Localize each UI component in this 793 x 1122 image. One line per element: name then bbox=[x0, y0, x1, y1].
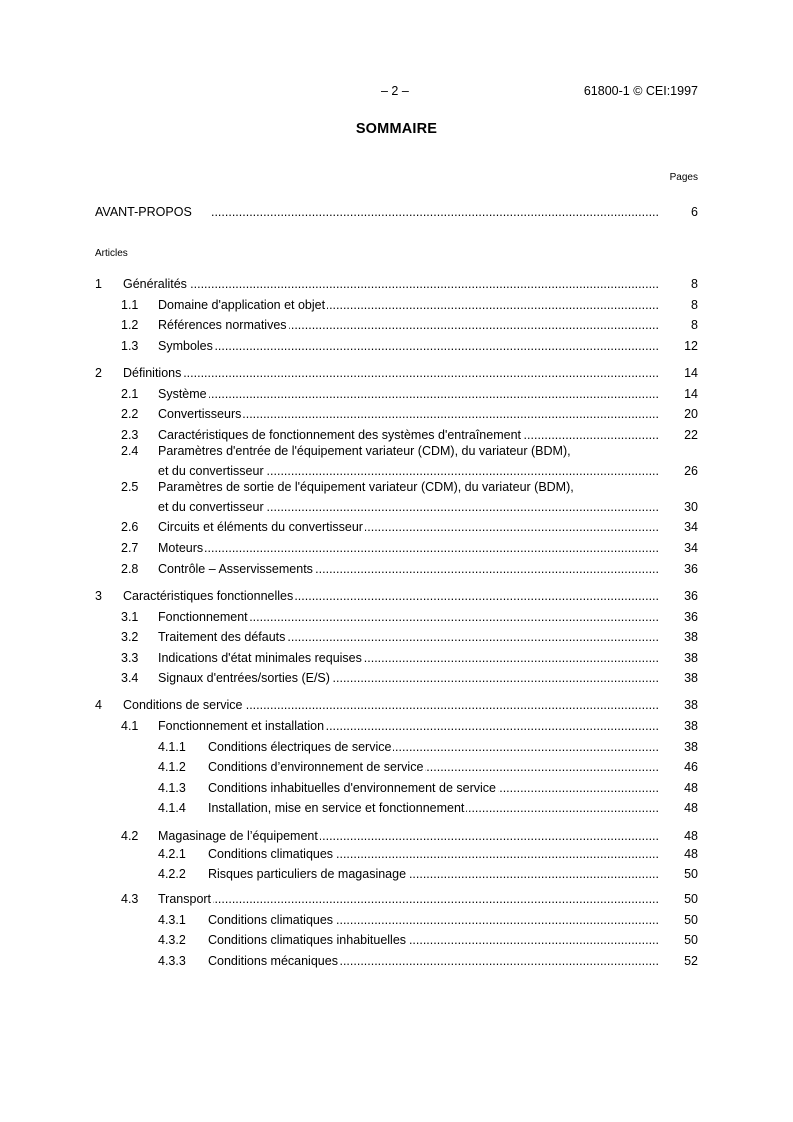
toc-entry-page: 38 bbox=[684, 740, 698, 754]
toc-entry-text: Conditions de service bbox=[123, 698, 243, 712]
toc-entry-text: Références normatives bbox=[158, 318, 287, 332]
toc-entry-page: 38 bbox=[684, 698, 698, 712]
toc-entry-text: et du convertisseur bbox=[158, 500, 264, 514]
dot-leader bbox=[315, 559, 659, 579]
dot-leader bbox=[213, 889, 659, 909]
toc-entry-text: Définitions bbox=[123, 366, 182, 380]
toc-entry-text: Conditions climatiques bbox=[208, 847, 334, 861]
dot-leader bbox=[335, 910, 659, 930]
toc-entry-page: 50 bbox=[684, 892, 698, 906]
toc-entry-number: 2.7 bbox=[121, 541, 139, 555]
toc-entry[interactable] bbox=[0, 798, 793, 818]
dot-leader bbox=[498, 778, 659, 798]
toc-entry-number: 1.1 bbox=[121, 298, 139, 312]
dot-leader bbox=[408, 930, 659, 950]
toc-entry-page: 36 bbox=[684, 589, 698, 603]
toc-entry[interactable] bbox=[0, 607, 793, 627]
toc-entry-page: 20 bbox=[684, 407, 698, 421]
toc-entry-avant-propos[interactable] bbox=[0, 202, 793, 222]
toc-entry-page: 48 bbox=[684, 781, 698, 795]
dot-leader bbox=[408, 864, 659, 884]
toc-entry[interactable] bbox=[0, 930, 793, 950]
toc-entry[interactable] bbox=[0, 315, 793, 335]
toc-entry-number: 4.3.2 bbox=[158, 933, 186, 947]
toc-entry-number: 4.2 bbox=[121, 829, 139, 843]
toc-entry[interactable] bbox=[0, 757, 793, 777]
toc-entry-number: 4 bbox=[95, 698, 102, 712]
toc-entry-text: Caractéristiques de fonctionnement des systèmes d'entraînement bbox=[158, 428, 521, 442]
toc-entry[interactable] bbox=[0, 336, 793, 356]
dot-leader bbox=[320, 826, 659, 846]
toc-entry-number: 4.1.3 bbox=[158, 781, 186, 795]
toc-entry-text: Moteurs bbox=[158, 541, 204, 555]
toc-entry[interactable] bbox=[0, 910, 793, 930]
dot-leader bbox=[243, 404, 659, 424]
toc-entry-page: 52 bbox=[684, 954, 698, 968]
toc-entry-number: 1 bbox=[95, 277, 102, 291]
toc-entry-page: 50 bbox=[684, 933, 698, 947]
toc-entry-number: 4.2.1 bbox=[158, 847, 186, 861]
dot-leader bbox=[466, 798, 659, 818]
toc-entry[interactable] bbox=[0, 274, 793, 294]
toc-entry-text: Caractéristiques fonctionnelles bbox=[123, 589, 294, 603]
dot-leader bbox=[266, 497, 659, 517]
toc-entry-page: 38 bbox=[684, 630, 698, 644]
toc-entry-text: Installation, mise en service et fonctionnement bbox=[208, 801, 465, 815]
toc-entry[interactable] bbox=[0, 716, 793, 736]
toc-entry-text-line1: Paramètres de sortie de l'équipement variateur (CDM), du variateur (BDM), bbox=[158, 480, 574, 494]
toc-entry-number: 4.3.1 bbox=[158, 913, 186, 927]
toc-entry-page: 14 bbox=[684, 387, 698, 401]
dot-leader bbox=[327, 295, 659, 315]
dot-leader bbox=[245, 695, 659, 715]
toc-entry-text: Contrôle – Asservissements bbox=[158, 562, 313, 576]
toc-entry-page: 48 bbox=[684, 847, 698, 861]
toc-entry-number: 2.4 bbox=[121, 444, 139, 458]
dot-leader bbox=[340, 951, 659, 971]
page-number: – 2 – bbox=[381, 84, 409, 98]
toc-entry-page: 38 bbox=[684, 651, 698, 665]
toc-entry-text: Système bbox=[158, 387, 207, 401]
dot-leader bbox=[183, 363, 659, 383]
dot-leader bbox=[209, 384, 659, 404]
toc-entry-number: 4.2.2 bbox=[158, 867, 186, 881]
toc-entry[interactable] bbox=[0, 384, 793, 404]
toc-entry-number: 4.1.2 bbox=[158, 760, 186, 774]
toc-entry-text: Convertisseurs bbox=[158, 407, 242, 421]
toc-entry[interactable] bbox=[0, 778, 793, 798]
toc-entry-text: Conditions mécaniques bbox=[208, 954, 338, 968]
toc-entry-text: Conditions climatiques bbox=[208, 913, 334, 927]
dot-leader bbox=[189, 274, 659, 294]
toc-entry-page: 50 bbox=[684, 913, 698, 927]
toc-entry[interactable] bbox=[0, 586, 793, 606]
toc-entry-page: 46 bbox=[684, 760, 698, 774]
toc-entry[interactable] bbox=[0, 517, 793, 537]
toc-entry-page: 8 bbox=[691, 298, 698, 312]
toc-entry-page: 36 bbox=[684, 562, 698, 576]
toc-entry-text: et du convertisseur bbox=[158, 464, 264, 478]
toc-entry[interactable] bbox=[0, 404, 793, 424]
toc-entry-number: 4.1.1 bbox=[158, 740, 186, 754]
dot-leader bbox=[212, 202, 659, 222]
toc-entry[interactable] bbox=[0, 844, 793, 864]
dot-leader bbox=[425, 757, 659, 777]
toc-entry-text: Signaux d'entrées/sorties (E/S) bbox=[158, 671, 330, 685]
toc-entry-page: 30 bbox=[684, 500, 698, 514]
toc-entry-page: 34 bbox=[684, 520, 698, 534]
toc-entry-page: 26 bbox=[684, 464, 698, 478]
toc-entry-number: 1.3 bbox=[121, 339, 139, 353]
toc-entry[interactable] bbox=[0, 668, 793, 688]
toc-entry-text: Circuits et éléments du convertisseur bbox=[158, 520, 363, 534]
toc-entry-text: AVANT-PROPOS bbox=[95, 205, 192, 219]
toc-entry-number: 3 bbox=[95, 589, 102, 603]
dot-leader bbox=[215, 336, 659, 356]
toc-entry-page: 34 bbox=[684, 541, 698, 555]
toc-entry[interactable] bbox=[0, 695, 793, 715]
toc-entry-text: Magasinage de l’équipement bbox=[158, 829, 318, 843]
toc-entry[interactable] bbox=[0, 737, 793, 757]
toc-entry-text: Conditions inhabituelles d'environnement de service bbox=[208, 781, 496, 795]
toc-entry-text: Symboles bbox=[158, 339, 213, 353]
dot-leader bbox=[393, 737, 659, 757]
dot-leader bbox=[295, 586, 659, 606]
toc-entry-page: 48 bbox=[684, 801, 698, 815]
dot-leader bbox=[250, 607, 659, 627]
articles-label: Articles bbox=[95, 248, 128, 259]
toc-entry-line1-row bbox=[0, 441, 793, 461]
toc-entry[interactable] bbox=[0, 497, 793, 517]
toc-entry-number: 2.1 bbox=[121, 387, 139, 401]
toc-entry-number: 4.3 bbox=[121, 892, 139, 906]
toc-entry-page: 38 bbox=[684, 719, 698, 733]
toc-entry[interactable] bbox=[0, 363, 793, 383]
toc-entry-number: 4.3.3 bbox=[158, 954, 186, 968]
toc-entry-text: Indications d'état minimales requises bbox=[158, 651, 362, 665]
toc-entry-number: 2.2 bbox=[121, 407, 139, 421]
toc-entry-page: 8 bbox=[691, 318, 698, 332]
toc-entry-number: 2 bbox=[95, 366, 102, 380]
dot-leader bbox=[332, 668, 659, 688]
toc-entry[interactable] bbox=[0, 295, 793, 315]
toc-entry[interactable] bbox=[0, 889, 793, 909]
toc-entry-number: 3.4 bbox=[121, 671, 139, 685]
toc-entry-text: Conditions d’environnement de service bbox=[208, 760, 424, 774]
toc-entry-text: Fonctionnement et installation bbox=[158, 719, 325, 733]
toc-entry-number: 3.2 bbox=[121, 630, 139, 644]
toc-entry-text: Risques particuliers de magasinage bbox=[208, 867, 407, 881]
toc-entry-page: 8 bbox=[691, 277, 698, 291]
toc-entry-number: 4.1 bbox=[121, 719, 139, 733]
toc-entry-text: Généralités bbox=[123, 277, 187, 291]
toc-entry[interactable] bbox=[0, 864, 793, 884]
dot-leader bbox=[364, 648, 659, 668]
toc-entry[interactable] bbox=[0, 826, 793, 846]
dot-leader bbox=[335, 844, 659, 864]
toc-entry-text: Conditions climatiques inhabituelles bbox=[208, 933, 407, 947]
toc-entry-page: 6 bbox=[691, 205, 698, 219]
toc-entry-number: 2.5 bbox=[121, 480, 139, 494]
toc-entry-number: 4.1.4 bbox=[158, 801, 186, 815]
toc-entry-number: 2.6 bbox=[121, 520, 139, 534]
toc-entry-page: 38 bbox=[684, 671, 698, 685]
dot-leader bbox=[289, 315, 659, 335]
dot-leader bbox=[365, 517, 659, 537]
document-reference: 61800-1 © CEI:1997 bbox=[583, 84, 698, 98]
dot-leader bbox=[287, 627, 659, 647]
toc-entry-page: 50 bbox=[684, 867, 698, 881]
toc-entry-text: Traitement des défauts bbox=[158, 630, 286, 644]
toc-entry-number: 3.1 bbox=[121, 610, 139, 624]
toc-entry-text-line1: Paramètres d'entrée de l'équipement variateur (CDM), du variateur (BDM), bbox=[158, 444, 571, 458]
toc-entry-number: 2.8 bbox=[121, 562, 139, 576]
toc-entry-page: 14 bbox=[684, 366, 698, 380]
toc-entry-text: Transport bbox=[158, 892, 212, 906]
toc-entry-page: 22 bbox=[684, 428, 698, 442]
dot-leader bbox=[205, 538, 659, 558]
toc-entry-line1-row bbox=[0, 477, 793, 497]
pages-column-label: Pages bbox=[669, 172, 698, 183]
toc-entry-text: Conditions électriques de service bbox=[208, 740, 392, 754]
toc-entry-number: 2.3 bbox=[121, 428, 139, 442]
toc-entry-page: 36 bbox=[684, 610, 698, 624]
toc-entry[interactable] bbox=[0, 538, 793, 558]
toc-entry-page: 48 bbox=[684, 829, 698, 843]
toc-entry-text: Fonctionnement bbox=[158, 610, 248, 624]
toc-entry[interactable] bbox=[0, 648, 793, 668]
toc-entry-page: 12 bbox=[684, 339, 698, 353]
toc-entry[interactable] bbox=[0, 559, 793, 579]
toc-entry-text: Domaine d'application et objet bbox=[158, 298, 326, 312]
toc-entry[interactable] bbox=[0, 951, 793, 971]
dot-leader bbox=[326, 716, 659, 736]
page-title: SOMMAIRE bbox=[355, 121, 438, 137]
toc-entry-number: 3.3 bbox=[121, 651, 139, 665]
toc-entry-number: 1.2 bbox=[121, 318, 139, 332]
toc-entry[interactable] bbox=[0, 627, 793, 647]
